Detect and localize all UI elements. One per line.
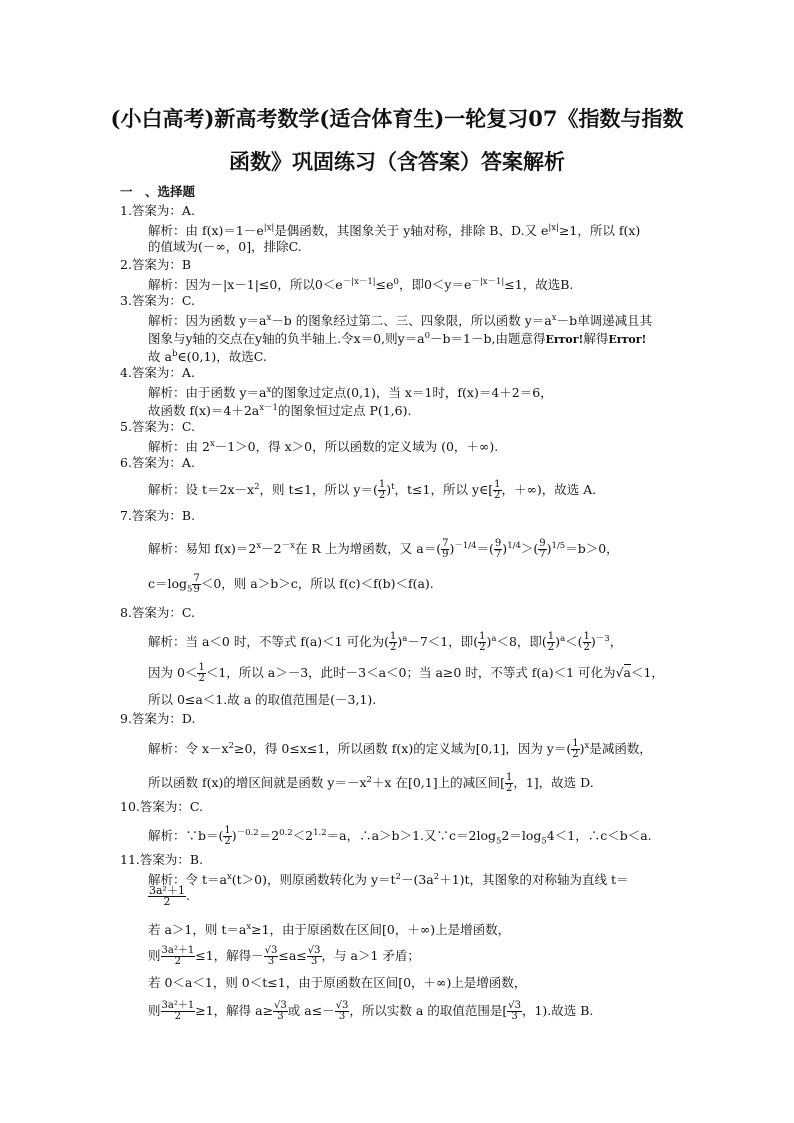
page-title-line-2: 函数》巩固练习（含答案）答案解析 (229, 149, 565, 174)
solution-11-line-1: 解析：令 $t=a^x(t>0)$，则原函数转化为 $y=t^2-(3a^2+1)t$，其图象的对称轴为直线 t＝ (148, 872, 629, 888)
solution-7-line-1: 解析：易知 $f(x)=2^x-2^{-x}$在 R 上为增函数，又 a＝( $\frac{7}{9}$ )$^{-1/4}$＝( $\frac{9}{7}$ )$^{1/4}$＞( $\frac{9}{7}$ )$^{1/5}$＝b＞0， (148, 538, 619, 561)
solution-4-line-2: 故函数 $f(x)=4+2a^{x-1}$的图象恒过定点 P(1,6). (148, 403, 412, 419)
solution-3-line-3: 故 $a^b\in(0,1)$，故选C. (148, 349, 267, 365)
solution-11-line-2: $\frac{\text{3a²＋1}}{2}$ . (149, 884, 190, 908)
answer-1: 1.答案为：A. (120, 203, 195, 218)
answer-10: 10.答案为：C. (120, 799, 203, 814)
solution-9-line-2: 所以函数 f(x)的增区间就是函数 $y=-x^2+x$ 在[0,1]上的减区间[ $\frac{1}{2}$ ，1]，故选 D. (148, 772, 594, 795)
solution-11-line-5: 若 0＜a＜1，则 0＜t≤1，由于原函数在区间[0，＋∞)上是增函数， (148, 975, 527, 990)
answer-2: 2.答案为：B (120, 257, 192, 272)
answer-4: 4.答案为：A. (120, 365, 195, 380)
solution-8-line-1: 解析：当 a＜0 时，不等式 f(a)＜1 可化为( $\frac{1}{2}$ )$^a$－7＜1，即( $\frac{1}{2}$ )$^a$＜8，即( $\frac{1}{2}$ )$^a$＜( $\frac{1}{2}$ )$^{-3}$， (148, 631, 623, 654)
solution-1-line-2: 的值域为(－∞，0]，排除C. (148, 239, 302, 254)
answer-5: 5.答案为：C. (120, 419, 196, 434)
answer-3: 3.答案为：C. (120, 293, 196, 308)
answer-8: 8.答案为：C. (120, 605, 196, 620)
solution-6: 解析：设 $t=2x-x^2$，则 t≤1，所以 y＝( $\frac{1}{2}$ )$^t$，t≤1，所以 y∈[ $\frac{1}{2}$ ，＋∞)，故选 A. (148, 479, 597, 502)
answer-11: 11.答案为：B. (120, 852, 204, 867)
solution-1-line-1: 解析：由 $f(x)=1-e^{|x|}$是偶函数，其图象关于 y轴对称，排除 B、D.又 $e^{|x|}\ge 1$，所以 f(x) (148, 223, 641, 239)
section-heading: 一 、选择题 (120, 184, 196, 199)
solution-11-line-4: 则 $\frac{\text{3a²＋1}}{2}$ ≤1，解得－ $\frac{√3}{3}$ ≤a≤ $\frac{√3}{3}$ ，与 a＞1 矛盾； (148, 945, 420, 967)
solution-11-line-6: 则 $\frac{\text{3a²＋1}}{2}$ ≥1，解得 a≥ $\frac{√3}{3}$ 或 a≤－ $\frac{√3}{3}$ ，所以实数 a 的取值范围是[ $\frac{√3}{3}$ ，1).故选 B. (148, 1000, 594, 1022)
solution-2: 解析：因为－|x－1|≤0，所以$0<e^{-|x-1|}\le e^0$，即$0<y=e^{-|x-1|}\le 1$，故选B. (148, 277, 574, 293)
solution-5: 解析：由 $2^x-1>0$，得 x＞0，所以函数的定义域为 (0，＋∞). (148, 439, 499, 455)
solution-10: 解析：∵b＝( $\frac{1}{2}$ )$^{-0.2}=2^{0.2}<2^{1.2}=a$，∴a＞b＞1.又$\because c=2\log_52=\log_54<1$，∴c＜b＜a. (148, 825, 652, 848)
answer-6: 6.答案为：A. (120, 455, 195, 470)
solution-4-line-1: 解析：由于函数 $y=a^x$的图象过定点(0,1)，当 x＝1时，f(x)＝4＋2＝6， (148, 385, 553, 401)
answer-9: 9.答案为：D. (120, 711, 196, 726)
answer-7: 7.答案为：B. (120, 508, 196, 523)
solution-3-line-2: 图象与y轴的交点在y轴的负半轴上.令x＝0,则$y=a^0-b=1-b$,由题意得Error!解得Error! (148, 331, 647, 347)
page-title-line-1: (小白高考)新高考数学(适合体育生)一轮复习07《指数与指数 (110, 106, 684, 131)
solution-3-line-1: 解析：因为函数 $y=a^x-b$ 的图象经过第二、三、四象限，所以函数 $y=a^x-b$单调递减且其 (148, 313, 653, 329)
solution-8-line-3: 所以 0≤a＜1.故 a 的取值范围是(－3,1). (148, 692, 377, 707)
solution-11-line-3: 若 a＞1，则 $t=a^x\ge 1$，由于原函数在区间[0，＋∞)上是增函数， (148, 922, 511, 938)
solution-7-line-2: $c=\log_5$ $\frac{7}{9}$ ＜0，则 a＞b＞c，所以 f(c)＜f(b)＜f(a). (148, 573, 434, 595)
solution-8-line-2: 因为 0＜ $\frac{1}{2}$ ＜1，所以 a＞－3，此时－3＜a＜0；当 a≥0 时，不等式 f(a)＜1 可化为√a＜1， (148, 662, 664, 684)
solution-9-line-1: 解析：令 $x-x^2\ge 0$，得 0≤x≤1，所以函数 f(x)的定义域为[0,1]，因为 y＝( $\frac{1}{2}$ )$^x$是减函数， (148, 738, 652, 761)
